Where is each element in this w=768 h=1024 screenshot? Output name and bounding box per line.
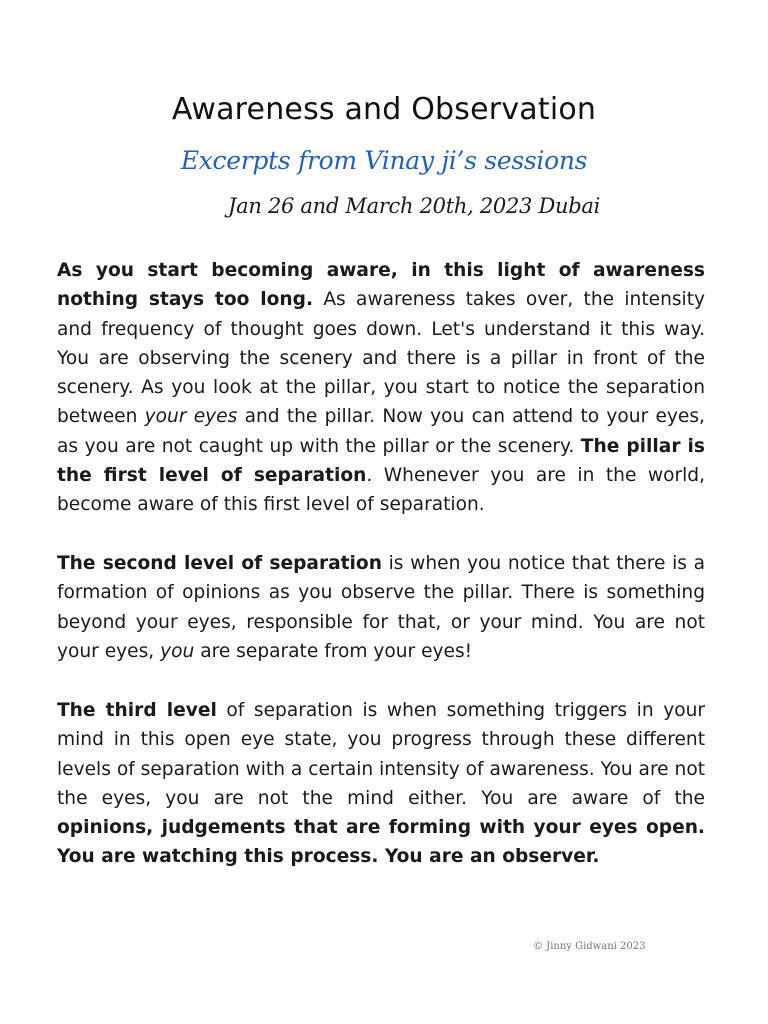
paragraph-1-bold-2: The pillar is the first level of separation	[57, 435, 705, 487]
paragraph-1-text-2: and the pillar. Now you can attend to your eyes, as you are not caught up with the pillar or the scenery.	[57, 406, 705, 457]
paragraph-3-bold-2: opinions, judgements that are forming with your eyes open. You are watching this process. You are an observer.	[57, 817, 705, 868]
paragraph-3-text: of separation is when something triggers in your mind in this open eye state, you progress through these different levels of separation with a certain intensity of awareness. You are not the eyes, you are not the mind either. You are aware of the	[57, 700, 706, 809]
paragraph-3	[57, 696, 705, 872]
copyright-notice: © Jinny Gidwani 2023	[533, 941, 646, 952]
paragraph-3-bold-1: The third level	[57, 700, 217, 721]
paragraph-2-italic: you	[160, 640, 195, 662]
paragraph-2-text-1: is when you notice that there is a formation of opinions as you observe the pillar. There is something beyond your eyes, responsible for that, or your mind. You are not your eyes,	[57, 553, 705, 662]
paragraph-1-text-3: . Whenever you are in the world, become aware of this first level of separation.	[57, 465, 705, 516]
subtitle: Excerpts from Vinay ji’s sessions	[180, 146, 588, 175]
paragraph-2	[57, 549, 705, 666]
paragraph-2-bold: The second level of separation	[57, 553, 382, 574]
paragraph-1-bold-1: As you start becoming aware, in this light of awareness nothing stays too long.	[57, 260, 705, 311]
page-title: Awareness and Observation	[171, 92, 597, 127]
paragraph-2-text-2: are separate from your eyes!	[194, 640, 473, 662]
paragraph-1-italic: your eyes	[144, 406, 238, 428]
paragraph-1	[57, 256, 705, 520]
paragraph-1-text-1: As awareness takes over, the intensity and frequency of thought goes down. Let's understand it this way. You are observing the scenery and there is a pillar in front of the scenery. As you look at the pillar, you start to notice the separation between	[57, 289, 705, 428]
dateline: Jan 26 and March 20th, 2023 Dubai	[228, 194, 601, 218]
